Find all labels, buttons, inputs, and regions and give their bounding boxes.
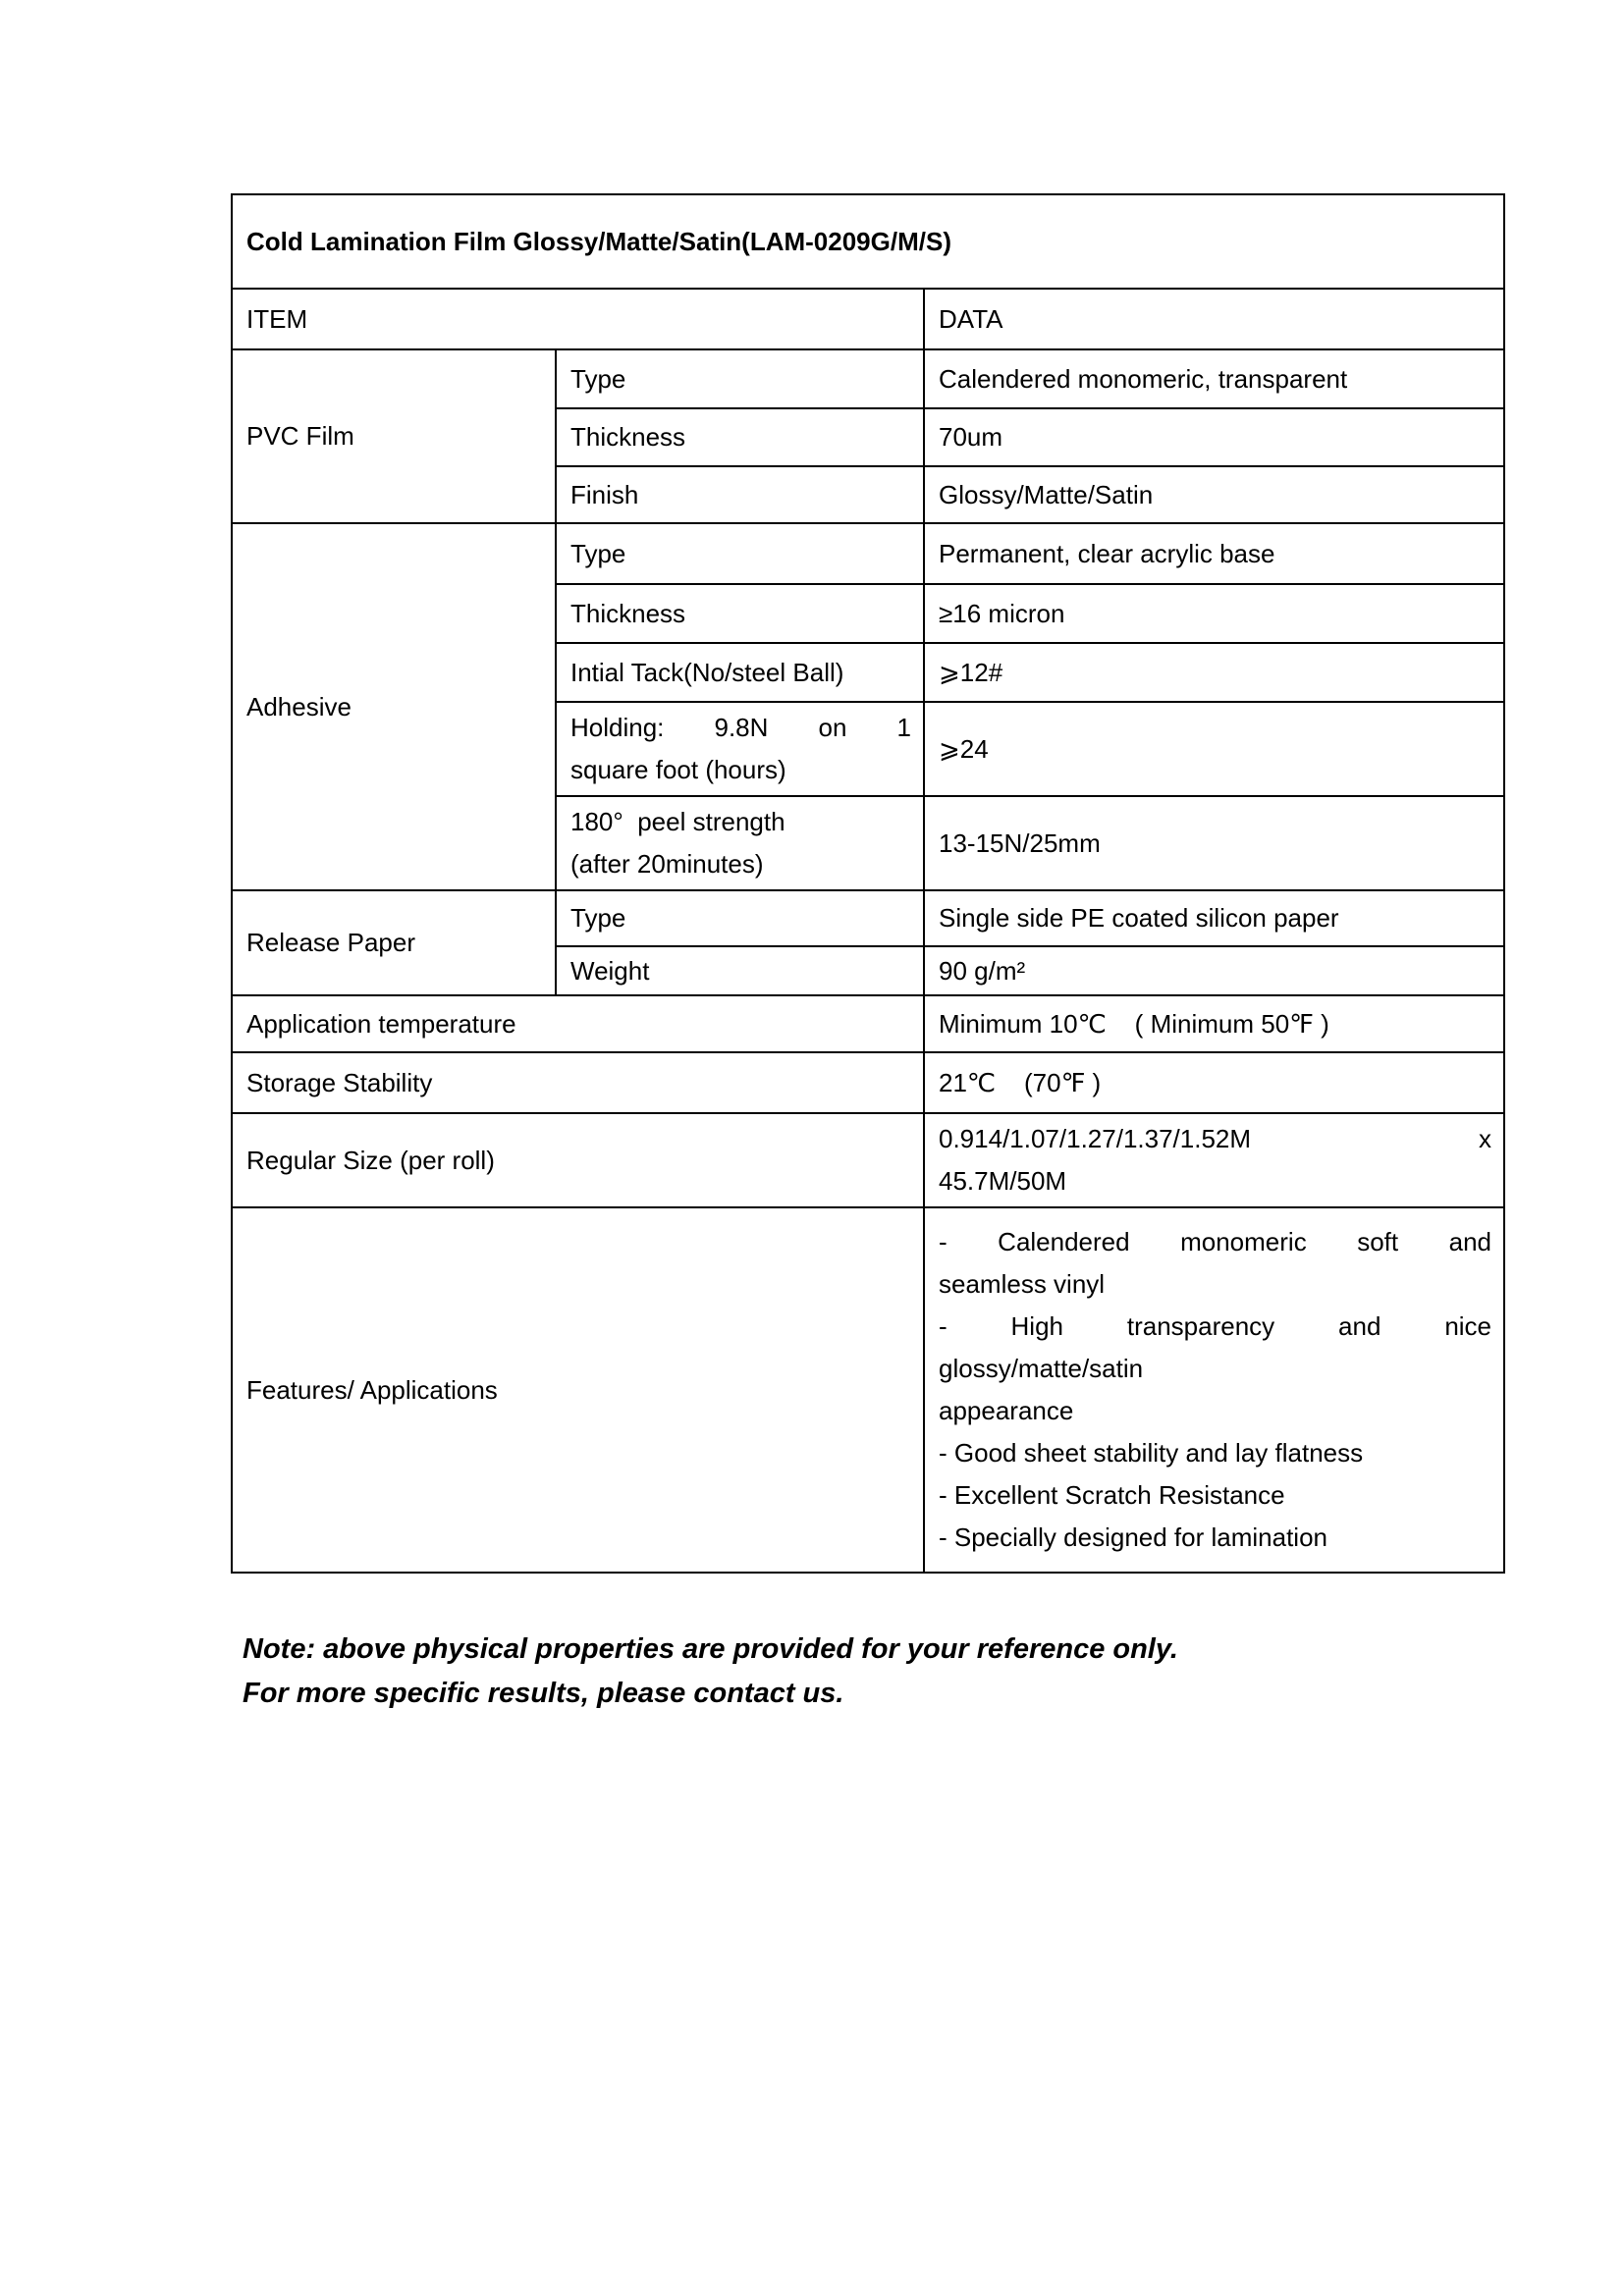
pvc-type-label: Type [570,363,626,394]
application-temperature-value: Minimum 10℃ ( Minimum 50℉ ) [939,1008,1329,1039]
cell-pvc-thickness-value [924,408,1504,466]
adhesive-type-label: Type [570,538,626,568]
pvc-thickness-label: Thickness [570,422,686,452]
application-temperature-label: Application temperature [246,1008,516,1039]
text-line: - Excellent Scratch Resistance [939,1480,1285,1510]
release-paper-group-label: Release Paper [246,928,415,957]
cell-release-weight-value [924,946,1504,995]
note-line-1: Note: above physical properties are provided for your reference only. [243,1633,1178,1665]
table-row [232,1207,1504,1573]
cell-adhesive-type-value [924,523,1504,584]
data-header-label: DATA [939,303,1003,334]
initial-tack-label: Intial Tack(No/steel Ball) [570,657,844,687]
text-line: (after 20minutes) [570,849,764,879]
table-row [232,1113,1504,1207]
title-row [232,194,1504,289]
header-row [232,289,1504,349]
cell-adhesive-type-label [556,523,924,584]
pvc-thickness-value: 70um [939,422,1003,452]
cell-peel-strength-value [924,796,1504,890]
cell-initial-tack-label [556,643,924,702]
cell-storage-stability-value [924,1052,1504,1113]
cell-release-type-value [924,890,1504,946]
pvc-film-group-label: PVC Film [246,421,354,451]
cell-pvc-type-label [556,349,924,408]
cell-regular-size-value [924,1113,1504,1207]
text-line: glossy/matte/satin [939,1354,1144,1383]
cell-adhesive-label [232,523,556,890]
table-row [232,523,1504,584]
holding-value: ⩾24 [939,733,989,764]
pvc-finish-value: Glossy/Matte/Satin [939,479,1154,509]
cell-release-type-label [556,890,924,946]
item-header-label: ITEM [246,303,308,334]
cell-release-weight-label [556,946,924,995]
cell-adhesive-thickness-label [556,584,924,643]
cell-data-header [924,289,1504,349]
text-line: - Good sheet stability and lay flatness [939,1438,1364,1468]
cell-application-temperature-label [232,995,924,1052]
table-row [232,995,1504,1052]
cell-pvc-film-label [232,349,556,523]
cell-pvc-finish-value [924,466,1504,523]
cell-features-label [232,1207,924,1573]
cell-release-paper-label [232,890,556,995]
cell-initial-tack-value [924,643,1504,702]
text-line: - High transparency and nice [939,1311,1492,1341]
text-line: appearance [939,1396,1074,1425]
release-type-label: Type [570,903,626,933]
footer-note [243,1628,1178,1716]
spec-table [231,193,1505,1574]
features-applications-label: Features/ Applications [246,1374,498,1405]
text-line: seamless vinyl [939,1269,1106,1299]
release-type-value: Single side PE coated silicon paper [939,903,1339,933]
text-line: 0.914/1.07/1.27/1.37/1.52M x [939,1124,1492,1153]
table-row [232,349,1504,408]
text-line: square foot (hours) [570,755,786,784]
pvc-finish-label: Finish [570,479,639,509]
table-row [232,1052,1504,1113]
cell-application-temperature-value [924,995,1504,1052]
note-line-2: For more specific results, please contact us. [243,1678,844,1709]
cell-pvc-finish-label [556,466,924,523]
adhesive-group-label: Adhesive [246,691,352,721]
text-line: 45.7M/50M [939,1166,1067,1196]
pvc-type-value: Calendered monomeric, transparent [939,363,1348,394]
text-line: - Specially designed for lamination [939,1522,1327,1552]
peel-strength-value: 13-15N/25mm [939,828,1101,858]
cell-holding-label [556,702,924,796]
adhesive-thickness-label: Thickness [570,598,686,628]
regular-size-label: Regular Size (per roll) [246,1145,495,1175]
text-line: 180° peel strength [570,807,785,836]
cell-adhesive-thickness-value [924,584,1504,643]
text-line: - Calendered monomeric soft and [939,1227,1492,1256]
adhesive-thickness-value: ≥16 micron [939,598,1065,628]
storage-stability-value: 21℃ (70℉ ) [939,1067,1102,1097]
cell-holding-value [924,702,1504,796]
cell-features-value [924,1207,1504,1573]
initial-tack-value: ⩾12# [939,657,1003,687]
cell-regular-size-label [232,1113,924,1207]
cell-pvc-thickness-label [556,408,924,466]
adhesive-type-value: Permanent, clear acrylic base [939,538,1275,568]
cell-item-header [232,289,924,349]
release-weight-label: Weight [570,955,650,986]
cell-peel-strength-label [556,796,924,890]
storage-stability-label: Storage Stability [246,1067,433,1097]
release-weight-value: 90 g/m² [939,955,1026,986]
cell-pvc-type-value [924,349,1504,408]
page-title: Cold Lamination Film Glossy/Matte/Satin(LAM-0209G/M/S) [232,194,1504,289]
table-row [232,890,1504,946]
text-line: Holding: 9.8N on 1 [570,713,911,742]
cell-storage-stability-label [232,1052,924,1113]
